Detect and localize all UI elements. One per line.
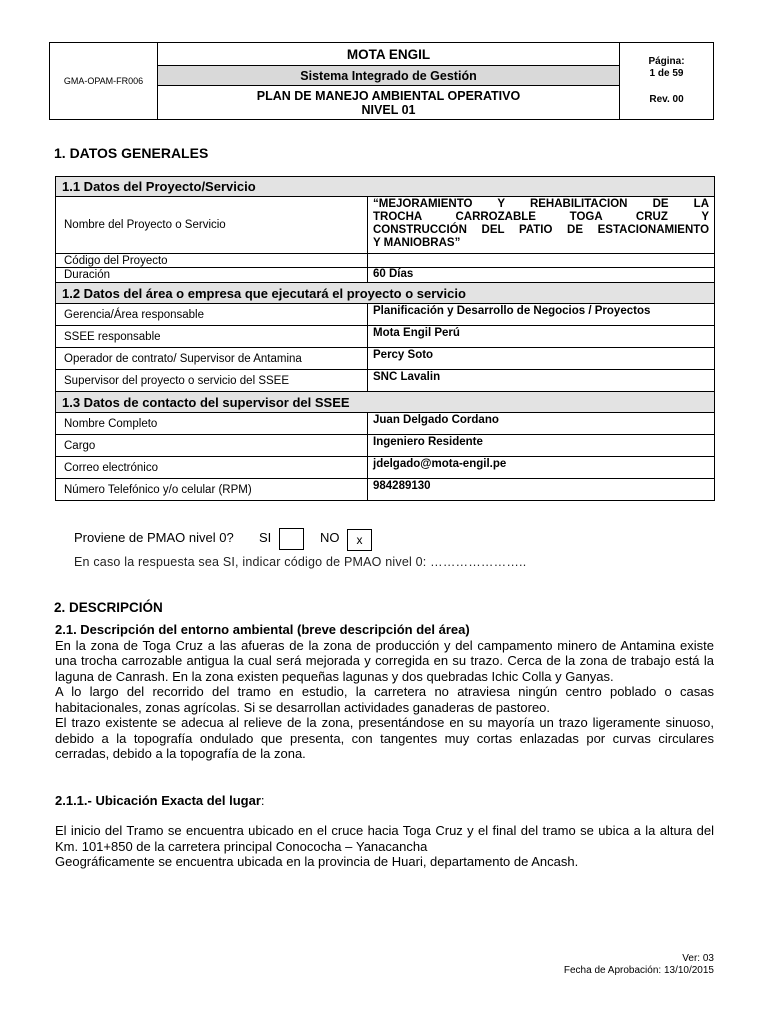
page-label: Página: — [648, 56, 685, 67]
project-name-line: CONSTRUCCIÓN DEL PATIO DE ESTACIONAMIENTO — [373, 224, 710, 236]
project-name-value — [368, 197, 715, 254]
supervisor-value: SNC Lavalin — [368, 370, 715, 392]
plan-title-line1: PLAN DE MANEJO AMBIENTAL OPERATIVO — [256, 88, 521, 103]
project-code-label: Código del Proyecto — [56, 254, 368, 268]
description-paragraph: En la zona de Toga Cruz a las afueras de la zona de producción y del campamento minero de Antamina existe una trocha carrozable antigua la cual será mejorada y corregida en su trazo. Cerca de la zona de trabajo está la laguna de Canrash. En la zona existen pequeñas lagunas y dos quebradas Ichic Colla y Ganyas. — [55, 637, 714, 684]
section-2-1-1-title: 2.1.1.- Ubicación Exacta del lugar — [55, 793, 261, 808]
section-2-1-1 — [55, 823, 714, 870]
description-paragraph: El trazo existente se adecua al relieve de la zona, presentándose en su mayoría un trazo ligeramente sinuoso, debido a la topografía ondulado que presenta, con tangentes muy cortas enlazadas por curvas circulares cerradas, debido a la topografía de la zona. — [55, 715, 714, 761]
project-name-line: Y MANIOBRAS” — [373, 237, 461, 249]
revision: Rev. 00 — [649, 94, 684, 105]
operator-label: Operador de contrato/ Supervisor de Antamina — [56, 348, 368, 370]
plan-title — [158, 86, 620, 120]
duration-label: Duración — [56, 268, 368, 283]
phone-value: 984289130 — [368, 479, 715, 501]
fullname-value: Juan Delgado Cordano — [368, 413, 715, 435]
section-1-3-heading: 1.3 Datos de contacto del supervisor del SSEE — [56, 392, 715, 413]
phone-label: Número Telefónico y/o celular (RPM) — [56, 479, 368, 501]
project-name-line: “MEJORAMIENTO Y REHABILITACION DE LA — [373, 198, 710, 210]
page-info — [620, 43, 714, 120]
email-value: jdelgado@mota-engil.pe — [368, 457, 715, 479]
form-code: GMA-OPAM-FR006 — [50, 43, 158, 120]
pmao-si-label: SI — [259, 530, 272, 545]
email-label: Correo electrónico — [56, 457, 368, 479]
section-2-1-title: 2.1. Descripción del entorno ambiental (breve descripción del área) — [55, 622, 470, 637]
section-1-2-heading: 1.2 Datos del área o empresa que ejecutará el proyecto o servicio — [56, 283, 715, 304]
section-2-1-1-heading — [55, 793, 714, 809]
supervisor-label: Supervisor del proyecto o servicio del SSEE — [56, 370, 368, 392]
description-paragraph: A lo largo del recorrido del tramo en estudio, la carretera no atraviesa ningún centro poblado o casas habitacionales, zonas agrícolas. Si se desarrollan actividades ganaderas de pastoreo. — [55, 684, 714, 715]
section1-title: 1. DATOS GENERALES — [54, 145, 209, 161]
section-2-1-1-colon: : — [260, 793, 265, 808]
pmao-si-checkbox[interactable] — [279, 528, 304, 550]
general-data-table — [55, 176, 715, 501]
location-paragraph: Geográficamente se encuentra ubicada en la provincia de Huari, departamento de Ancash. — [55, 854, 579, 869]
pmao-no-label: NO — [320, 530, 340, 545]
operator-value: Percy Soto — [368, 348, 715, 370]
management-value: Planificación y Desarrollo de Negocios / Proyectos — [368, 304, 715, 326]
section-1-1-heading: 1.1 Datos del Proyecto/Servicio — [56, 177, 715, 197]
project-name-label: Nombre del Proyecto o Servicio — [56, 197, 368, 254]
ssee-label: SSEE responsable — [56, 326, 368, 348]
project-code-value — [368, 254, 715, 268]
fullname-label: Nombre Completo — [56, 413, 368, 435]
section2-title: 2. DESCRIPCIÓN — [54, 600, 163, 615]
position-label: Cargo — [56, 435, 368, 457]
footer-version: Ver: 03 — [682, 953, 714, 964]
footer-approval-date: Fecha de Aprobación: 13/10/2015 — [563, 965, 714, 976]
project-name-line: TROCHA CARROZABLE TOGA CRUZ Y — [373, 211, 710, 223]
management-label: Gerencia/Área responsable — [56, 304, 368, 326]
position-value: Ingeniero Residente — [368, 435, 715, 457]
pmao-no-checkbox[interactable]: x — [347, 529, 372, 551]
document-header — [49, 42, 714, 120]
location-paragraph: El inicio del Tramo se encuentra ubicado en el cruce hacia Toga Cruz y el final del tramo se ubica a la altura del Km. 101+850 de la carretera principal Conocochа – Yanacancha — [55, 823, 714, 854]
document-footer — [564, 953, 714, 977]
pmao-question: Proviene de PMAO nivel 0? — [74, 530, 234, 545]
ssee-value: Mota Engil Perú — [368, 326, 715, 348]
pmao-followup: En caso la respuesta sea SI, indicar código de PMAO nivel 0: ………………….. — [74, 555, 527, 569]
section-2-1 — [55, 622, 714, 762]
company-name: MOTA ENGIL — [158, 43, 620, 66]
plan-title-line2: NIVEL 01 — [361, 102, 416, 117]
system-name: Sistema Integrado de Gestión — [158, 66, 620, 86]
duration-value: 60 Días — [368, 268, 715, 283]
page-value: 1 de 59 — [649, 68, 684, 79]
